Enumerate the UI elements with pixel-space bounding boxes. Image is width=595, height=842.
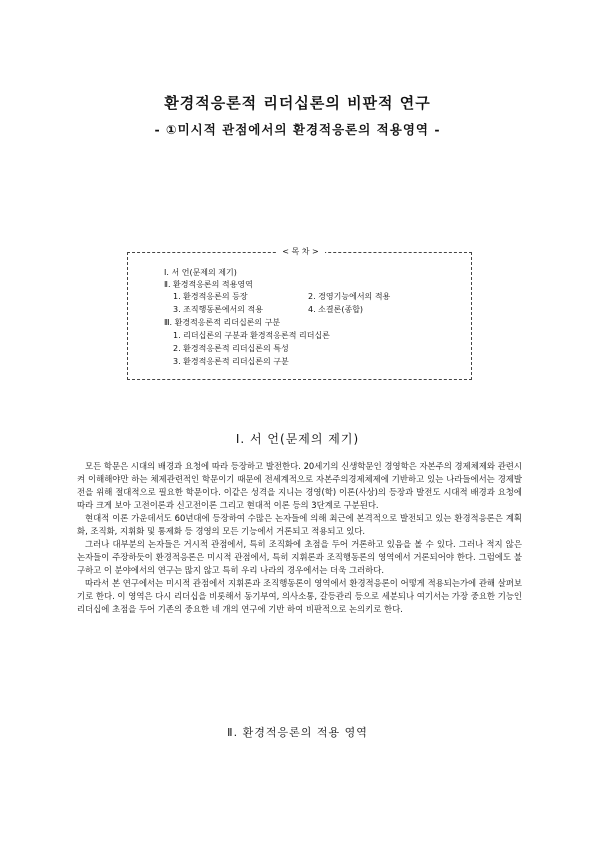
- toc-line-3: Ⅲ. 환경적응론적 리더십론의 구분: [164, 318, 281, 327]
- paper-subtitle: - ①미시적 관점에서의 환경적응론의 적용영역 -: [154, 122, 441, 137]
- toc-header: [128, 247, 473, 257]
- toc-header-text: < 목 차 >: [276, 247, 325, 256]
- table-of-contents-box: [127, 247, 472, 380]
- toc-line-2-2: 2. 경영기능에서의 적용: [308, 292, 391, 301]
- paragraph-1: 모든 학문은 시대의 배경과 요청에 따라 등장하고 발전한다. 20세기의 신생학문인 경영학은 자본주의 경제체제와 관련시켜 이해해야만 하는 체제관련적인 학문이기 때문에 전세계적으로 자본주의경제체제에 기반하고 있는 나라들에서는 경제발전을 위해 절대적으로 필요한 학문이다. 이같은 성격을 지니는 경영(학) 이론(사상)의 등장과 발전도 시대적 배경과 요청에 따라 크게 보아 고전이론과 신고전이론 그리고 현대적 이론 등의 3단계로 구분된다.: [77, 461, 522, 510]
- paragraph-4: 따라서 본 연구에서는 미시적 관점에서 지휘론과 조직행동론이 영역에서 환경적응론이 어떻게 적용되는가에 관해 살펴보기로 한다. 이 영역은 다시 리더십을 비롯해서 동기부여, 의사소통, 갈등관리 등으로 세분되나 여기서는 가장 중요한 기능인 리더십에 초점을 두어 기존의 중요한 네 개의 연구에 기반 하여 비판적으로 논의키로 한다.: [77, 578, 522, 614]
- paper-title: 환경적응론적 리더십론의 비판적 연구: [164, 94, 431, 112]
- toc-line-2-1: 1. 환경적응론의 등장: [173, 292, 248, 301]
- toc-line-1: Ⅰ. 서 언(문제의 제기): [164, 268, 237, 277]
- toc-line-2-3: 3. 조직행동론에서의 적용: [173, 305, 263, 314]
- section-2-heading: Ⅱ. 환경적응론의 적용 영역: [227, 726, 368, 739]
- paragraph-3: 그러나 대부분의 논자들은 거시적 관점에서, 특히 조직화에 초점을 두어 거론하고 있음을 볼 수 있다. 그러나 적지 않은 논자들이 주장하듯이 환경적응론은 미시적 관점에서, 특히 지휘론과 조직행동론의 영역에서 거론되어야 한다. 그럼에도 불구하고 이 분야에서의 연구는 많지 않고 특히 우리 나라의 경우에서는 더욱 그러하다.: [77, 539, 522, 575]
- toc-line-2-4: 4. 소결론(종합): [308, 305, 364, 314]
- body-text: [77, 460, 522, 616]
- toc-line-2: Ⅱ. 환경적응론의 적용영역: [164, 280, 253, 289]
- toc-line-3-2: 2. 환경적응론적 리더십론의 특성: [173, 344, 289, 353]
- paragraph-2: 현대적 이론 가운데서도 60년대에 등장하여 수많은 논자들에 의해 최근에 본격적으로 발전되고 있는 환경적응론은 계획화, 조직화, 지휘화 및 통제화 등 경영의 모든 기능에서 거론되고 적용되고 있다.: [77, 513, 522, 536]
- toc-line-3-3: 3. 환경적응론적 리더십론의 구분: [173, 357, 289, 366]
- toc-line-3-1: 1. 리더십론의 구분과 환경적응론적 리더십론: [173, 331, 330, 340]
- section-1-heading: Ⅰ. 서 언(문제의 제기): [235, 432, 360, 446]
